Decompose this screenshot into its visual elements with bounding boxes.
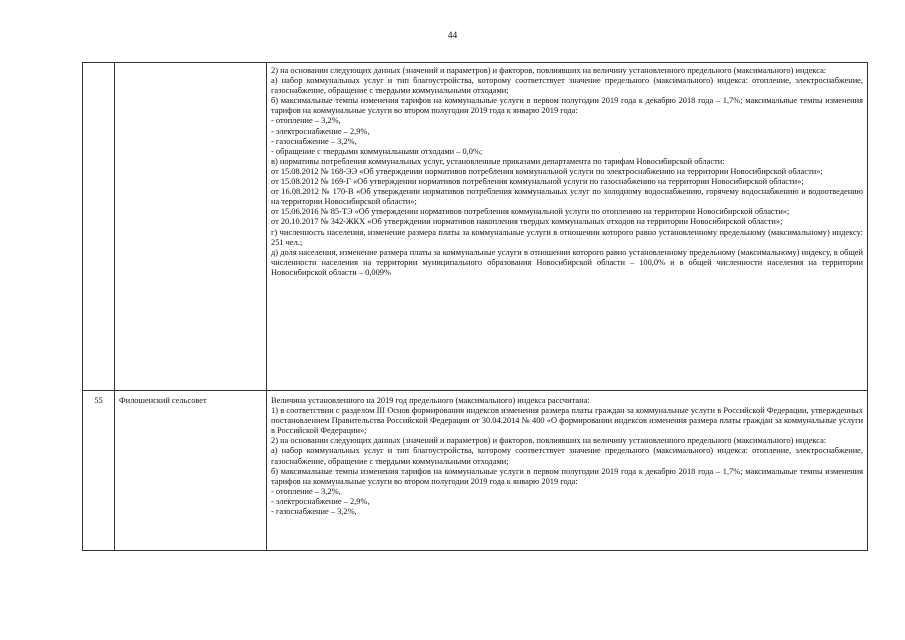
paragraph: - отопление – 3,2%,	[271, 486, 341, 496]
paragraph: - электроснабжение – 2,9%,	[271, 126, 370, 136]
row-number-cell: 55	[83, 391, 115, 551]
paragraph: от 15.06.2016 № 85-ТЭ «Об утверждении нормативов потребления коммунальной услуги по отоплению на территории Новосибирской области»;	[271, 207, 790, 217]
paragraph: б) максимальные темпы изменения тарифов на коммунальные услуги в первом полугодии 2019 года к декабрю 2018 года – 1,7%; максимальные темпы изменения тарифов на коммунальные услуги во втором полугодии 2019 года к январю 2019 года:	[271, 96, 863, 116]
paragraph: от 20.10.2017 № 342-ЖКХ «Об утверждении нормативов накопления твердых коммунальных отходов на территории Новосибирской области»;	[271, 217, 783, 227]
document-table	[82, 62, 868, 551]
paragraph: г) численность населения, изменение размера платы за коммунальные услуги в отношении которого равно установленному предельному (максимальному) индексу: 251 чел.;	[271, 227, 863, 247]
table-row	[83, 391, 868, 551]
municipality-name-cell	[115, 63, 267, 391]
paragraph: от 15.08.2012 № 168-ЭЭ «Об утверждении нормативов потребления коммунальной услуги по электроснабжению на территории Новосибирской области»;	[271, 166, 823, 176]
row-number-cell	[83, 63, 115, 391]
description-cell	[267, 63, 868, 391]
paragraph: 2) на основании следующих данных (значений и параметров) и факторов, повлиявших на величину установленного предельного (максимального) индекса:	[271, 66, 827, 75]
paragraph: - обращение с твердыми коммунальными отходами – 0,0%;	[271, 146, 483, 156]
paragraph: а) набор коммунальных услуг и тип благоустройства, которому соответствует значение предельного (максимального) индекса: отопление, электроснабжение, газоснабжение, обращение с твердыми коммунальными отходами;	[271, 76, 863, 96]
paragraph: 2) на основании следующих данных (значений и параметров) и факторов, повлиявших на величину установленного предельного (максимального) индекса:	[271, 436, 827, 446]
paragraph: - газоснабжение – 3,2%,	[271, 507, 357, 517]
paragraph: а) набор коммунальных услуг и тип благоустройства, которому соответствует значение предельного (максимального) индекса: отопление, электроснабжение, газоснабжение, обращение с твердыми коммунальными отходами;	[271, 446, 863, 466]
municipality-name-cell: Филошенский сельсовет	[115, 391, 267, 551]
paragraph: 1) в соответствии с разделом III Основ формирования индексов изменения размера платы граждан за коммунальные услуги в Российской Федерации, утвержденных постановлением Правительства Российской Федерации от 30.04.2014 № 400 «О формировании индексов изменения размера платы граждан за коммунальные услуги в Российской Федерации»;	[271, 406, 863, 436]
paragraph: б) максимальные темпы изменения тарифов на коммунальные услуги в первом полугодии 2019 года к декабрю 2018 года – 1,7%; максимальные темпы изменения тарифов на коммунальные услуги во втором полугодии 2019 года к январю 2019 года:	[271, 466, 863, 486]
paragraph: д) доля населения, изменение размера платы за коммунальные услуги в отношении которого равно установленному предельному (максимальному) индексу, в общей численности населения на территории муниципального образования Новосибирской области – 100,0% и в общей численности населения на территории Новосибирской области – 0,009%	[271, 247, 863, 277]
table-row	[83, 63, 868, 391]
paragraph: Величина установленного на 2019 год предельного (максимального) индекса рассчитана:	[271, 396, 590, 405]
paragraph: в) нормативы потребления коммунальных услуг, установленные приказами департамента по тарифам Новосибирской области:	[271, 156, 725, 166]
paragraph: от 16.08.2012 № 170-В «Об утверждении нормативов потребления коммунальных услуг по холодному водоснабжению, горячему водоснабжению и водоотведению на территории Новосибирской области»;	[271, 187, 863, 207]
paragraph: от 15.08.2012 № 169-Г «Об утверждении нормативов потребления коммунальной услуги по газоснабжению на территории Новосибирской области»;	[271, 177, 804, 187]
paragraph: - газоснабжение – 3,2%,	[271, 136, 357, 146]
description-cell	[267, 391, 868, 551]
paragraph: - отопление – 3,2%,	[271, 116, 341, 126]
paragraph: - электроснабжение – 2,9%,	[271, 496, 370, 506]
page-number: 44	[447, 31, 458, 41]
